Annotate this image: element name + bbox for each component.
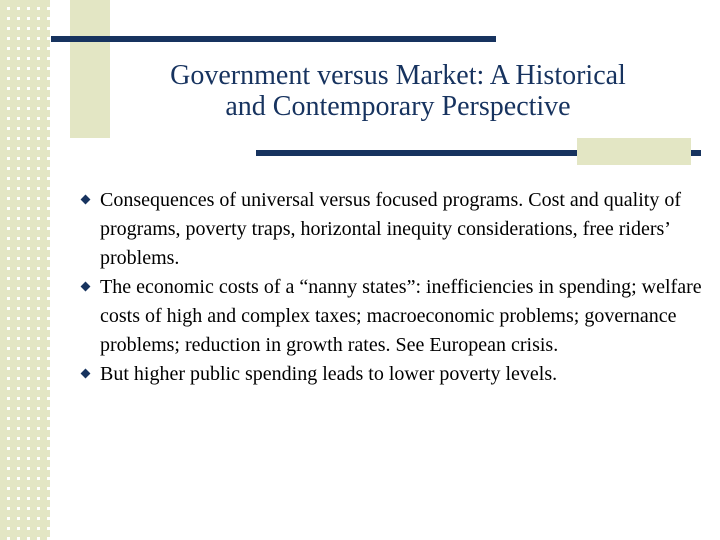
decorative-accent-block [577, 138, 691, 165]
bullet-text: The economic costs of a “nanny states”: inefficiencies in spending; welfare costs of high and complex taxes; macroeconomic problems; governance problems; reduction in growth rates. See European crisis. [100, 276, 702, 356]
bullet-text: But higher public spending leads to lower poverty levels. [100, 363, 558, 385]
diamond-bullet-icon [81, 369, 91, 379]
decorative-grid-strip [0, 0, 50, 540]
bullet-item [76, 360, 706, 389]
top-rule [51, 36, 496, 42]
slide-title [118, 60, 678, 122]
slide-title-line-2: and Contemporary Perspective [225, 91, 571, 122]
diamond-bullet-icon [81, 195, 91, 205]
bullet-list [76, 186, 706, 389]
bullet-text: Consequences of universal versus focused programs. Cost and quality of programs, poverty traps, horizontal inequity considerations, free riders’ problems. [100, 189, 681, 269]
bullet-item [76, 186, 706, 273]
diamond-bullet-icon [81, 282, 91, 292]
bullet-item [76, 273, 706, 360]
decorative-block [70, 0, 110, 138]
slide-title-line-1: Government versus Market: A Historical [170, 60, 626, 91]
